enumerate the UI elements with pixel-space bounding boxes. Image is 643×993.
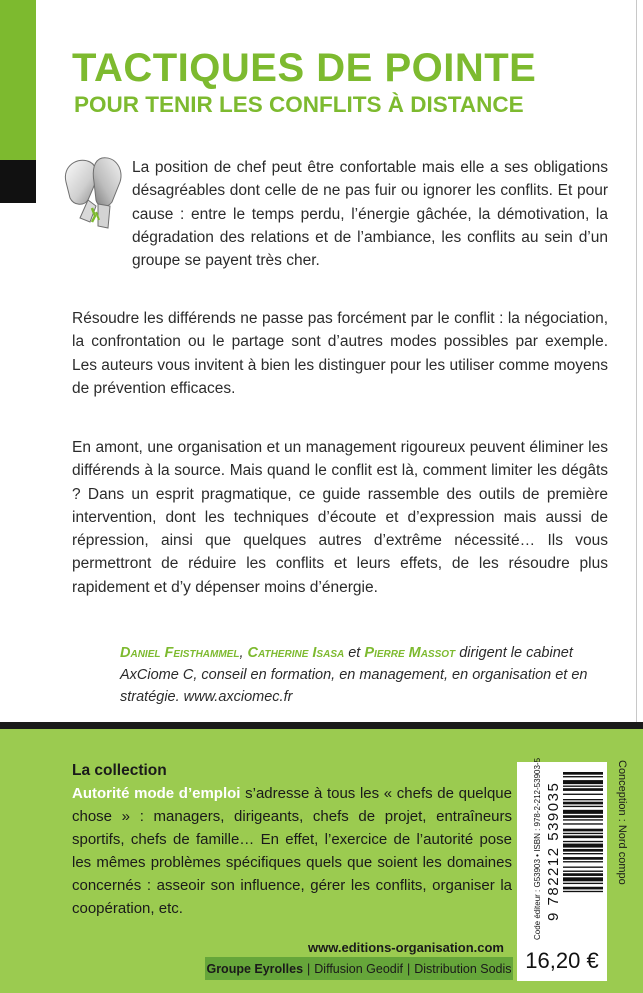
collection-name: Autorité mode d’emploi bbox=[72, 785, 241, 802]
barcode-bar bbox=[563, 772, 603, 775]
authors-description: dirigent le cabinet AxCiome C, conseil en formation, en management, en organisation et en stratégie. www.axciomec.fr bbox=[120, 645, 588, 705]
design-credit: Conception : Nord compo bbox=[616, 760, 628, 885]
publisher-diffusion: Diffusion Geodif bbox=[314, 961, 403, 976]
barcode-bar bbox=[563, 853, 603, 854]
left-black-strip bbox=[0, 160, 36, 203]
barcode-bar bbox=[563, 794, 603, 795]
isbn-code-text: Code éditeur : G53903 • ISBN : 978-2-212-53903-5 bbox=[533, 757, 542, 940]
barcode-bar bbox=[563, 829, 603, 832]
barcode-bar bbox=[563, 883, 603, 884]
authors-bio bbox=[120, 642, 590, 708]
author-name: Pierre Massot bbox=[364, 645, 456, 661]
barcode-bar bbox=[563, 819, 603, 820]
left-green-strip bbox=[0, 0, 36, 160]
publisher-separator: | bbox=[407, 961, 411, 976]
barcode-bar bbox=[563, 849, 603, 852]
barcode-bar bbox=[563, 877, 603, 881]
author-separator: et bbox=[344, 645, 365, 661]
barcode-digits: 9 782212 539035 bbox=[545, 781, 562, 921]
boxing-gloves-icon bbox=[58, 152, 128, 232]
publisher-name: Groupe Eyrolles bbox=[206, 961, 304, 976]
barcode-bar bbox=[563, 873, 603, 876]
publisher-url[interactable]: www.editions-organisation.com bbox=[308, 940, 504, 955]
barcode-bar bbox=[563, 867, 603, 868]
publisher-distribution: Distribution Sodis bbox=[414, 961, 512, 976]
barcode-bar bbox=[563, 810, 603, 814]
barcode-bar bbox=[563, 823, 603, 824]
barcode-bar bbox=[563, 833, 603, 834]
cover-title: TACTIQUES DE POINTE bbox=[72, 46, 537, 90]
cover-subtitle: POUR TENIR LES CONFLITS À DISTANCE bbox=[74, 92, 524, 117]
barcode-bar bbox=[563, 806, 603, 807]
publisher-separator: | bbox=[307, 961, 311, 976]
barcode-icon bbox=[563, 772, 603, 930]
barcode-bar bbox=[563, 887, 603, 890]
barcode-bar bbox=[563, 891, 603, 892]
price-box bbox=[517, 940, 607, 981]
barcode-bar bbox=[563, 841, 603, 842]
barcode-bar bbox=[563, 861, 603, 862]
collection-heading: La collection bbox=[72, 762, 167, 779]
author-separator: , bbox=[239, 645, 248, 661]
barcode-bar bbox=[563, 802, 603, 805]
author-name: Daniel Feisthammel bbox=[120, 645, 240, 661]
barcode-bar bbox=[563, 871, 603, 872]
barcode-bar bbox=[563, 780, 603, 784]
collection-description bbox=[72, 782, 512, 920]
barcode-bar bbox=[563, 835, 603, 838]
collection-text: s’adresse à tous les « chefs de quelque chose » : managers, dirigeants, chefs de projet, entraîneurs sportifs, chefs de famille… En effet, l’exercice de l’autorité pose les mêmes problèmes spécifiques quels que soient les domaines concernés : asseoir son influence, gérer les conflits, organiser la coopération, etc. bbox=[72, 785, 512, 917]
price-label: 16,20 € bbox=[525, 947, 599, 973]
publisher-bar bbox=[205, 957, 513, 980]
barcode-bar bbox=[563, 799, 603, 800]
barcode-bar bbox=[563, 776, 603, 777]
barcode-bar bbox=[563, 844, 603, 848]
intro-paragraph: La position de chef peut être confortable mais elle a ses obligations désagréables dont celle de ne pas fuir ou ignorer les conflits. Et pour cause : entre le temps perdu, l’énergie gâchée, la démotivation, la dégradation des relations et de l’ambiance, les conflits au sein d’un groupe se payent très cher. bbox=[132, 159, 608, 270]
body-paragraph-3: En amont, une organisation et un management rigoureux peuvent éliminer les différends à la source. Mais quand le conflit est là, comment limiter les dégâts ? Dans un esprit pragmatique, ce guide rassemble des outils de première intervention, dont les techniques d’écoute et d’expression mais aussi de répression, ainsi que quelques autres d’extrême nécessité… Ils vous permettront de réduire les conflits et leurs effets, de les résoudre plus rapidement et d’y dépenser moins d’énergie. bbox=[72, 439, 608, 596]
author-name: Catherine Isasa bbox=[247, 645, 345, 661]
right-edge-line bbox=[636, 0, 637, 722]
barcode-bar bbox=[563, 815, 603, 818]
barcode-bar bbox=[563, 786, 603, 787]
barcode-bar bbox=[563, 857, 603, 860]
barcode-box bbox=[517, 757, 607, 940]
barcode-bar bbox=[563, 788, 603, 791]
body-paragraph-2: Résoudre les différends ne passe pas forcément par le conflit : la négociation, la confrontation ou le partage sont d’autres modes possibles par exemple. Les auteurs vous invitent à bien les distinguer pour les utiliser comme moyens de prévention efficaces. bbox=[72, 310, 608, 397]
